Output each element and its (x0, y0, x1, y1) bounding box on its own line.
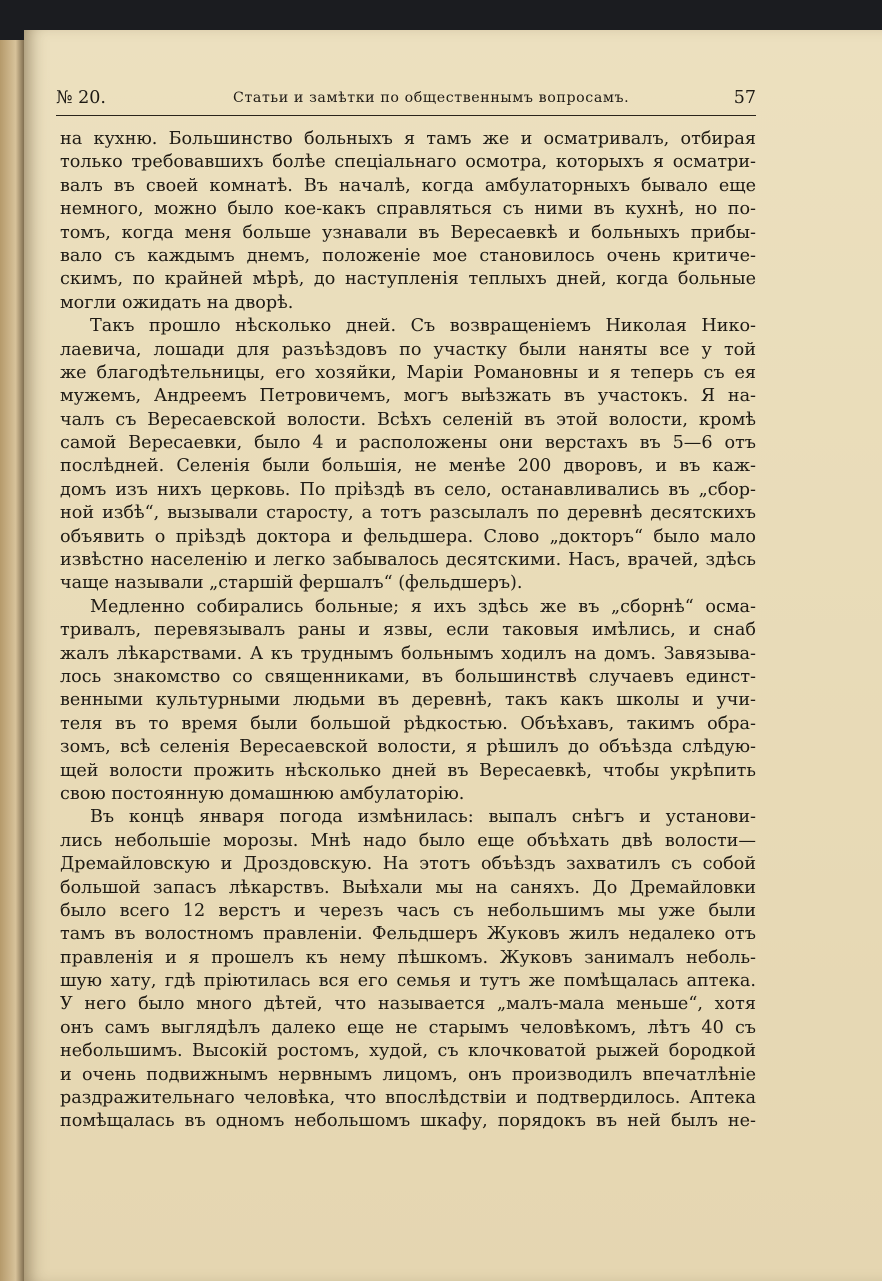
text-line: Такъ прошло нѣсколько дней. Съ возвращеніемъ Николая Нико- (90, 316, 756, 337)
text-line: немного, можно было кое-какъ справляться съ ними въ кухнѣ, но по- (60, 199, 756, 220)
text-line: большой запасъ лѣкарствъ. Выѣхали мы на саняхъ. До Дремайловки (60, 877, 756, 898)
text-line: валъ въ своей комнатѣ. Въ началѣ, когда амбулаторныхъ бывало еще (60, 175, 756, 196)
text-line: было всего 12 верстъ и черезъ часъ съ небольшимъ мы уже были (60, 900, 756, 921)
text-line: домъ изъ нихъ церковь. По пріѣздѣ въ село, останавливались въ „сбор- (60, 479, 756, 500)
header-rule (56, 115, 756, 116)
text-line: и очень подвижнымъ нервнымъ лицомъ, онъ производилъ впечатлѣніе (60, 1064, 756, 1085)
text-line: чалъ съ Вересаевской волости. Всѣхъ селеній въ этой волости, кромѣ (60, 409, 756, 430)
text-line: венными культурными людьми въ деревнѣ, такъ какъ школы и учи- (60, 690, 756, 711)
text-line: Медленно собирались больные; я ихъ здѣсь же въ „сборнѣ“ осма- (90, 596, 756, 617)
text-line: жалъ лѣкарствами. А къ труднымъ больнымъ ходилъ на домъ. Завязыва- (60, 643, 756, 664)
text-line: зомъ, всѣ селенія Вересаевской волости, я рѣшилъ до объѣзда слѣдую- (60, 737, 756, 758)
text-line: теля въ то время были большой рѣдкостью. Объѣхавъ, такимъ обра- (60, 713, 756, 734)
text-line: свою постоянную домашнюю амбулаторію. (60, 783, 465, 804)
text-line: щей волости прожить нѣсколько дней въ Вересаевкѣ, чтобы укрѣпить (60, 760, 756, 781)
text-line: У него было много дѣтей, что называется „малъ-мала меньше“, хотя (60, 994, 756, 1015)
text-line: тривалъ, перевязывалъ раны и язвы, если таковыя имѣлись, и снаб (60, 620, 756, 641)
text-line: на кухню. Большинство больныхъ я тамъ же и осматривалъ, отбирая (60, 129, 756, 149)
text-line: только требовавшихъ болѣе спеціальнаго осмотра, которыхъ я осматри- (60, 152, 756, 173)
text-line: онъ самъ выглядѣлъ далеко еще не старымъ человѣкомъ, лѣтъ 40 съ (60, 1017, 756, 1038)
text-line: лаевича, лошади для разъѣздовъ по участку были наняты все у той (60, 339, 756, 360)
text-line: тамъ въ волостномъ правленіи. Фельдшеръ Жуковъ жилъ недалеко отъ (60, 924, 756, 945)
text-line: Въ концѣ января погода измѣнилась: выпалъ снѣгъ и установи- (90, 807, 756, 828)
adjacent-page-edge (0, 40, 26, 1281)
text-line: помѣщалась въ одномъ небольшомъ шкафу, порядокъ въ ней былъ не- (60, 1111, 756, 1132)
text-line: скимъ, по крайней мѣрѣ, до наступленія теплыхъ дней, когда больные (60, 269, 756, 290)
text-line: вало съ каждымъ днемъ, положеніе мое становилось очень критиче- (60, 245, 756, 266)
text-line: ной избѣ“, вызывали старосту, а тотъ разсылалъ по деревнѣ десятскихъ (60, 503, 756, 524)
text-line: объявить о пріѣздѣ доктора и фельдшера. Слово „докторъ“ было мало (60, 526, 756, 547)
text-line: правленія и я прошелъ къ нему пѣшкомъ. Жуковъ занималъ неболь- (60, 947, 756, 968)
book-page (24, 30, 882, 1281)
text-line: лись небольшіе морозы. Мнѣ надо было еще объѣхать двѣ волости— (60, 830, 756, 851)
text-line: мужемъ, Андреемъ Петровичемъ, могъ выѣзжать въ участокъ. Я на- (60, 386, 756, 407)
text-line: могли ожидать на дворѣ. (60, 292, 294, 313)
text-line: извѣстно населенію и легко забывалось десятскими. Насъ, врачей, здѣсь (60, 550, 756, 571)
text-line: послѣдней. Селенія были большія, не менѣе 200 дворовъ, и въ каж- (60, 456, 756, 477)
issue-number: № 20. (56, 88, 106, 108)
page-number: 57 (733, 88, 756, 108)
body-text (60, 128, 756, 1134)
text-line: шую хату, гдѣ пріютилась вся его семья и тутъ же помѣщалась аптека. (60, 971, 756, 992)
text-line: же благодѣтельницы, его хозяйки, Маріи Романовны и я теперь съ ея (60, 362, 756, 383)
running-title: Статьи и замѣтки по общественнымъ вопросамъ. (233, 90, 630, 106)
text-line: Дремайловскую и Дроздовскую. На этотъ объѣздъ захватилъ съ собой (60, 854, 756, 875)
text-line: самой Вересаевки, было 4 и расположены они верстахъ въ 5—6 отъ (60, 433, 756, 454)
text-line: лось знакомство со священниками, въ большинствѣ случаевъ единст- (60, 666, 756, 687)
text-line: раздражительнаго человѣка, что впослѣдствіи и подтвердилось. Аптека (60, 1088, 756, 1109)
text-line: чаще называли „старшій фершалъ“ (фельдшеръ). (60, 573, 523, 594)
text-line: небольшимъ. Высокій ростомъ, худой, съ клочковатой рыжей бородкой (60, 1041, 756, 1062)
text-line: томъ, когда меня больше узнавали въ Вересаевкѣ и больныхъ прибы- (60, 222, 756, 243)
running-header (56, 88, 756, 114)
